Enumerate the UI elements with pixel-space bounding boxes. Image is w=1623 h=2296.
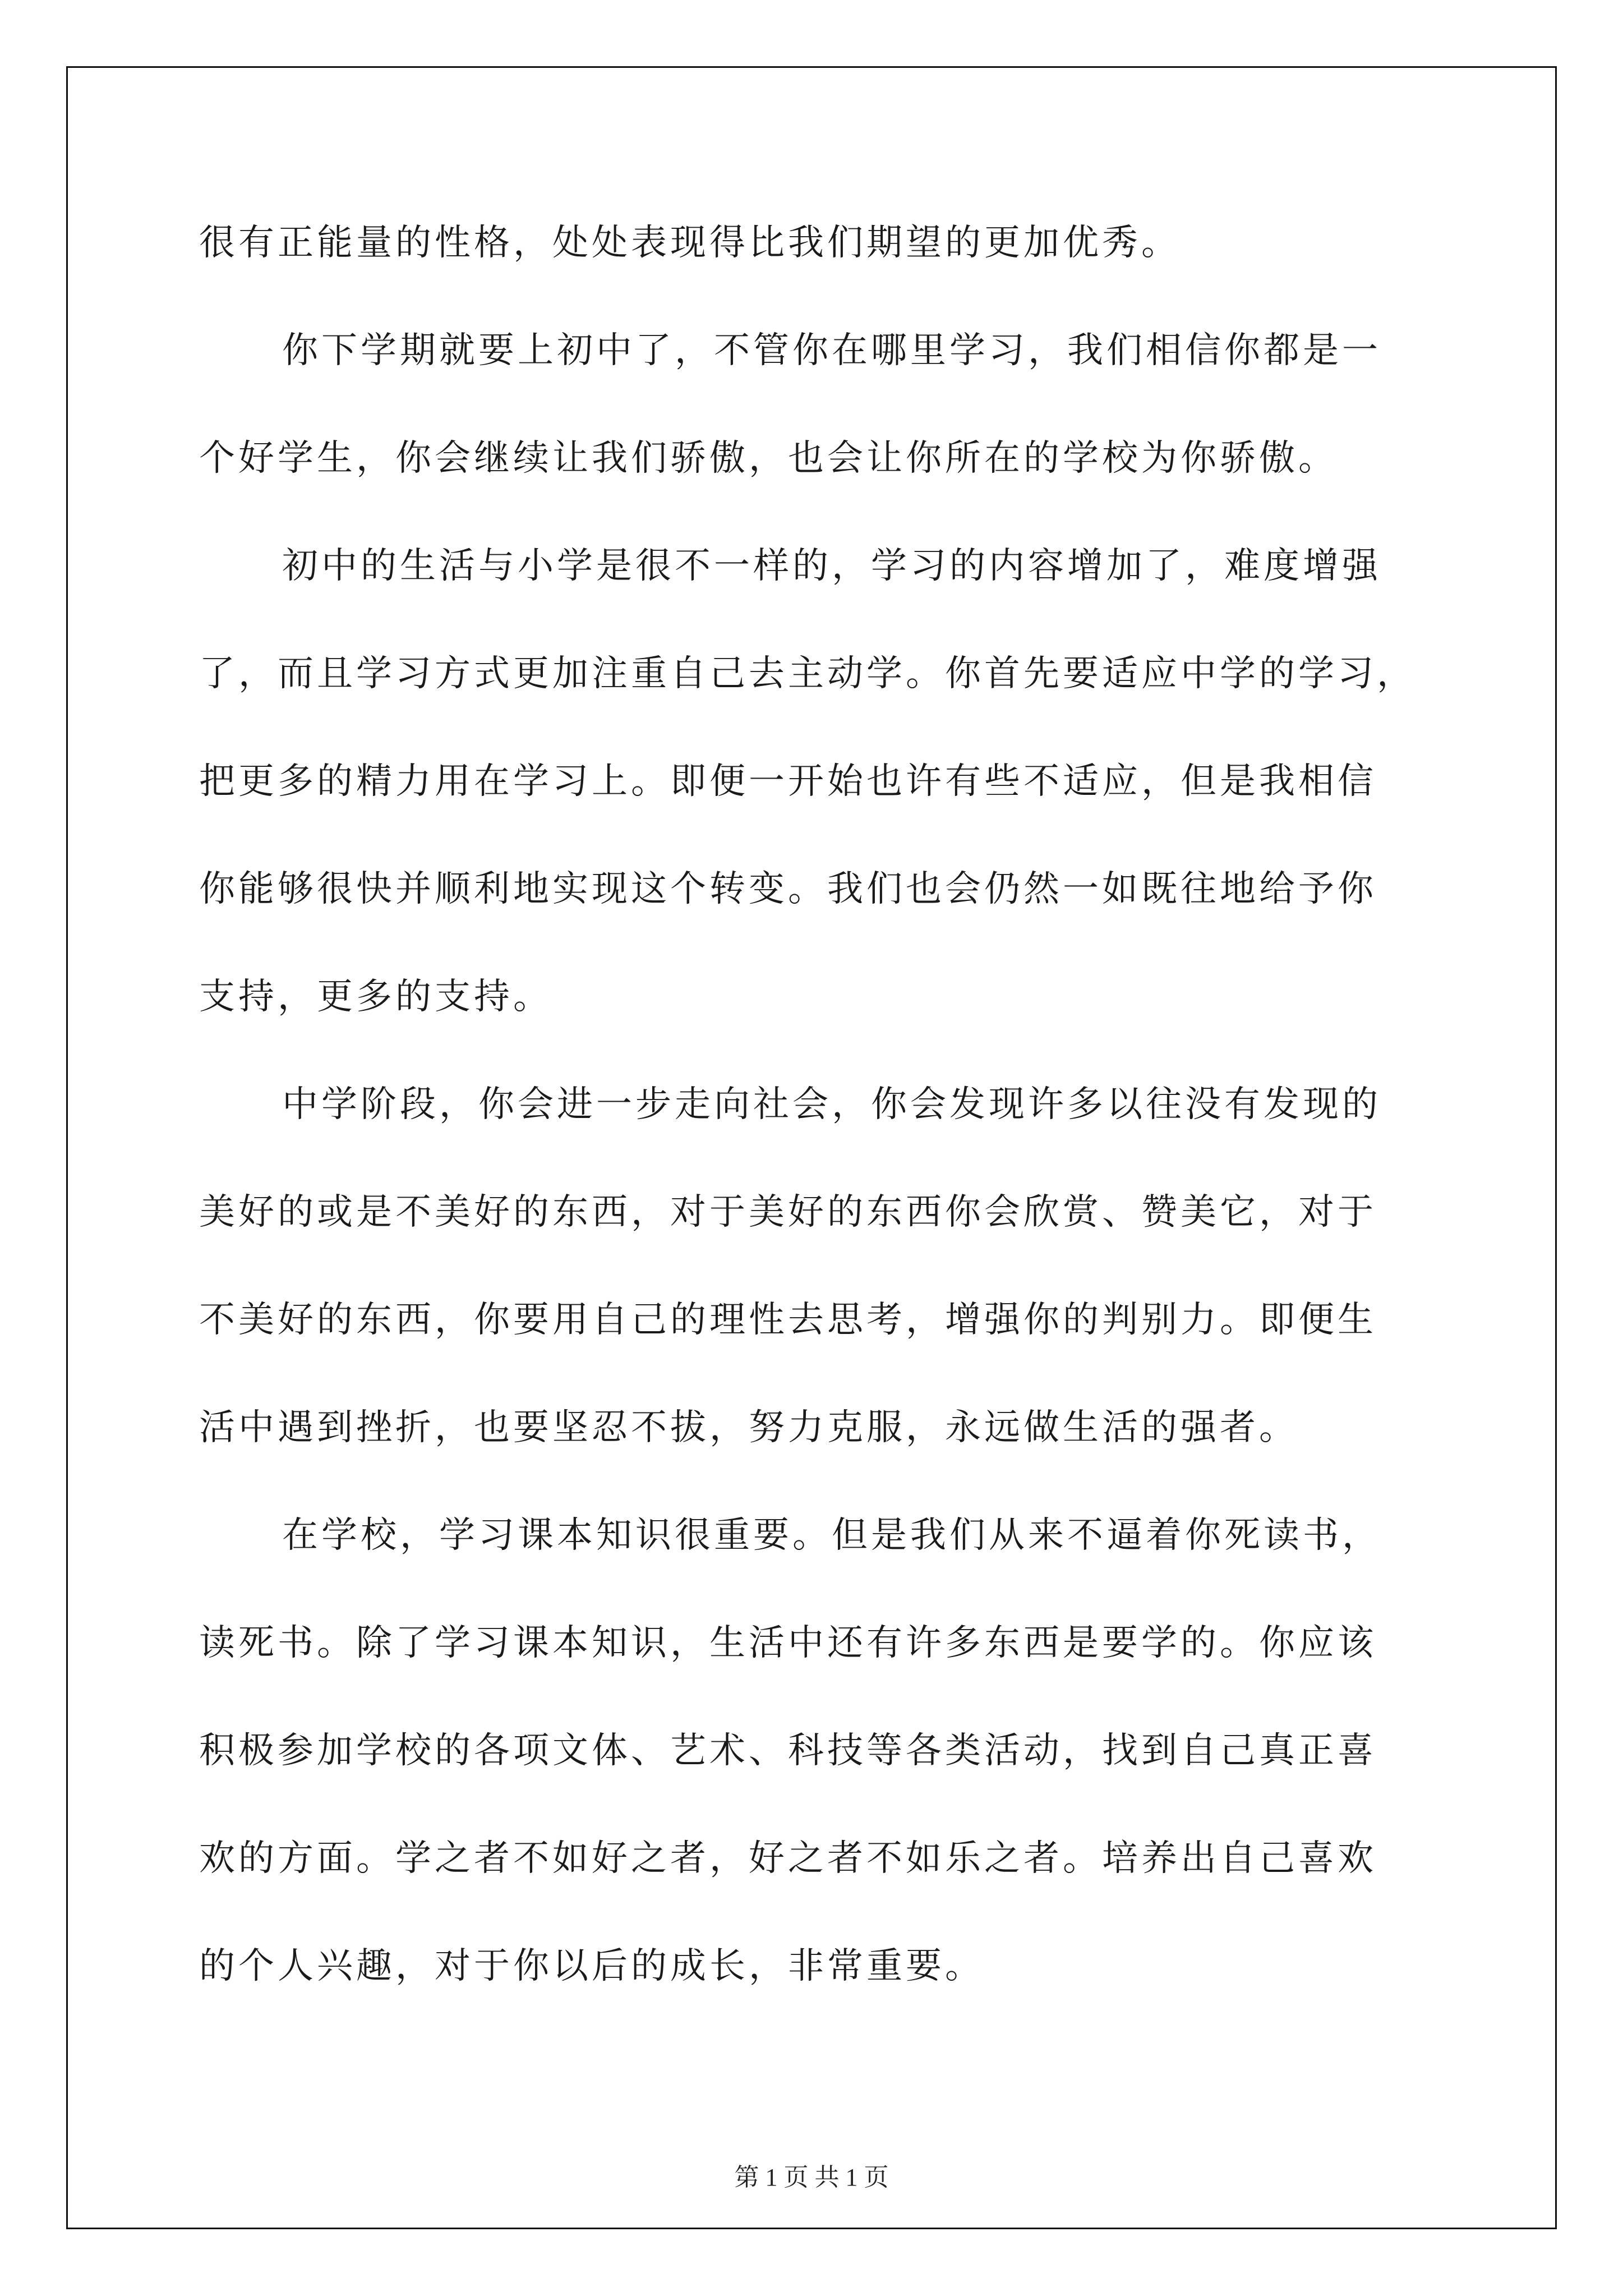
document-body — [199, 215, 1433, 2046]
text-line: 积极参加学校的各项文体、艺术、科技等各类活动，找到自己真正喜 — [199, 1730, 1377, 1772]
text-line: 读死书。除了学习课本知识，生活中还有许多东西是要学的。你应该 — [199, 1622, 1377, 1664]
text-line: 个好学生，你会继续让我们骄傲，也会让你所在的学校为你骄傲。 — [199, 438, 1338, 479]
text-line: 欢的方面。学之者不如好之者，好之者不如乐之者。培养出自己喜欢 — [199, 1838, 1377, 1879]
text-line: 的个人兴趣，对于你以后的成长，非常重要。 — [199, 1945, 984, 1987]
text-line: 你下学期就要上初中了，不管你在哪里学习，我们相信你都是一 — [282, 330, 1381, 371]
text-line: 把更多的精力用在学习上。即便一开始也许有些不适应，但是我相信 — [199, 761, 1377, 802]
text-line: 支持，更多的支持。 — [199, 976, 552, 1018]
text-line: 在学校，学习课本知识很重要。但是我们从来不逼着你死读书， — [282, 1515, 1381, 1556]
text-line: 中学阶段，你会进一步走向社会，你会发现许多以往没有发现的 — [282, 1084, 1381, 1125]
text-line: 你能够很快并顺利地实现这个转变。我们也会仍然一如既往地给予你 — [199, 868, 1377, 910]
text-line: 美好的或是不美好的东西，对于美好的东西你会欣赏、赞美它，对于 — [199, 1191, 1377, 1233]
text-line: 活中遇到挫折，也要坚忍不拔，努力克服，永远做生活的强者。 — [199, 1407, 1298, 1448]
text-line: 不美好的东西，你要用自己的理性去思考，增强你的判别力。即便生 — [199, 1299, 1377, 1341]
text-line: 了，而且学习方式更加注重自己去主动学。你首先要适应中学的学习， — [199, 653, 1416, 694]
text-line: 初中的生活与小学是很不一样的，学习的内容增加了，难度增强 — [282, 545, 1381, 587]
text-line: 很有正能量的性格，处处表现得比我们期望的更加优秀。 — [199, 222, 1181, 264]
page-footer: 第 1 页 共 1 页 — [734, 2164, 889, 2191]
